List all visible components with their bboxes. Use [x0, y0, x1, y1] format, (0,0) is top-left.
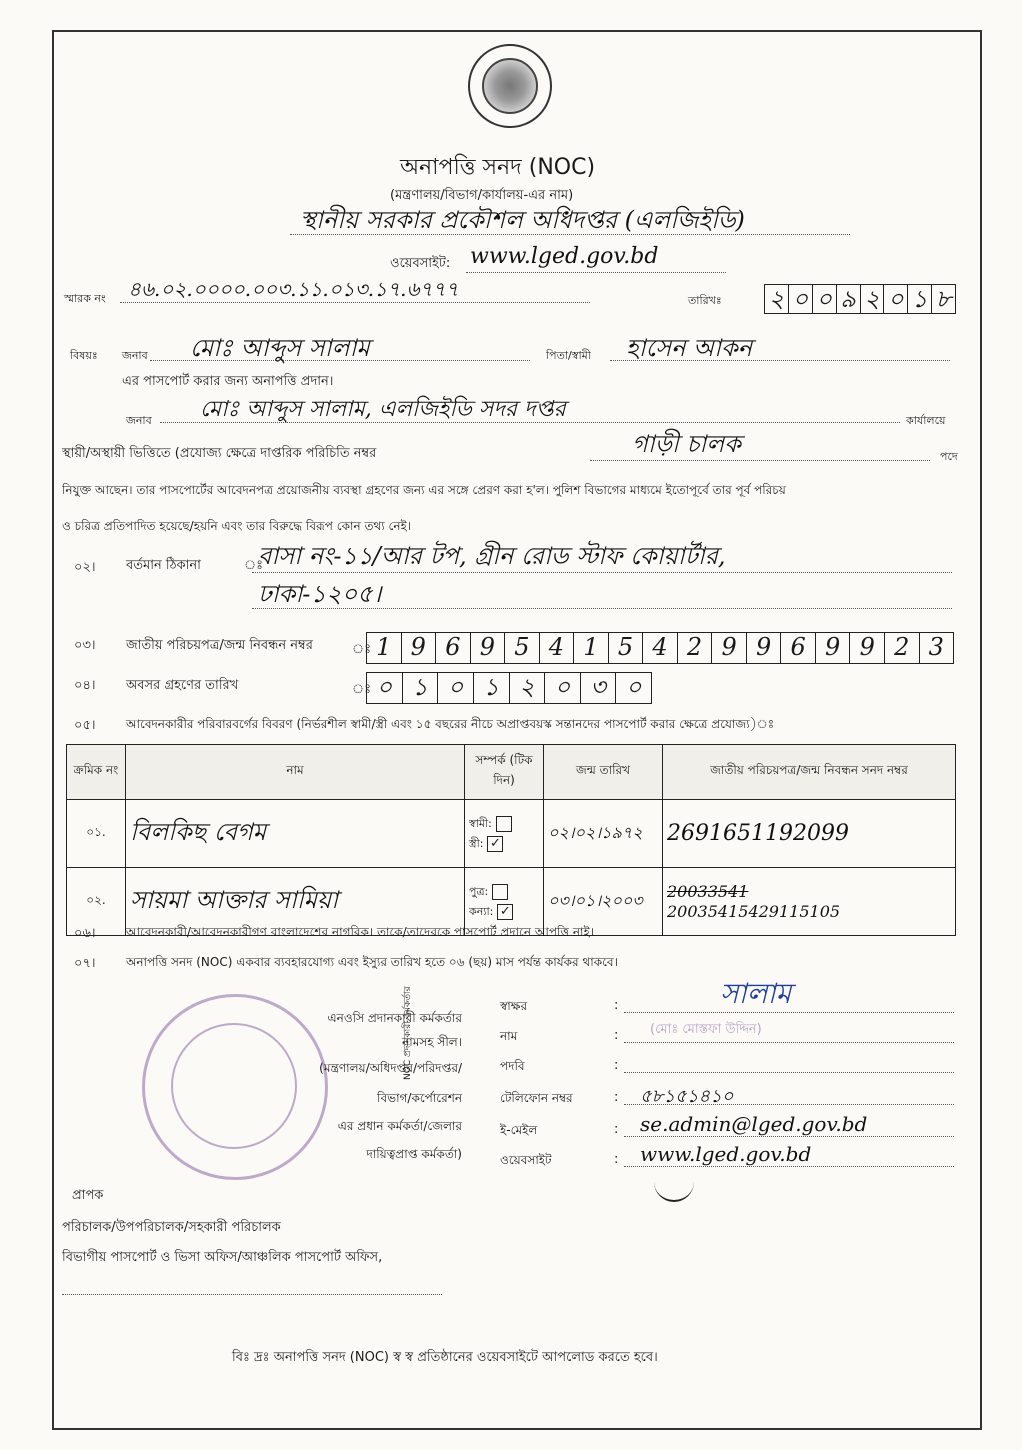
digit-cell: ২ — [861, 285, 885, 313]
digit-cell: ২ — [765, 285, 789, 313]
row-id-struck: 20033541 — [667, 881, 749, 901]
row-name: সায়মা আক্তার সামিয়া — [126, 868, 465, 936]
email-value: se.admin@lged.gov.bd — [640, 1112, 868, 1136]
digit-cell: ৩ — [581, 673, 617, 703]
item-number-05: ০৫। — [74, 718, 96, 733]
row-id: 20035415429115105 — [667, 901, 841, 921]
family-label: আবেদনকারীর পরিবারবর্গের বিবরণ (নির্ভরশীল স্বামী/স্ত্রী এবং ১৫ বছরের নীচে অপ্রাপ্তবয়স্ক সন্তানদের পাসপোর্ট করার ক্ষেত্রে প্রযোজ্য)ঃ — [126, 717, 775, 731]
digit-cell: 4 — [643, 633, 678, 663]
noc-document: অনাপত্তি সনদ (NOC) (মন্ত্রণালয়/বিভাগ/কার্যালয়-এর নাম) স্থানীয় সরকার প্রকৌশল অধিদপ্তর (এলজিইডি) ওয়েবসাইট: www.lged.gov.bd স্মারক নং ৪৬.০২.০০০০.০০৩.১১.০১৩.১৭.৬৭৭৭ তারিখঃ ২ ০ ০ ৯ ২ ০ ১ ৮ বিষয়ঃ জনাব মোঃ আব্দুস সালাম পিতা/স্বামী হাসেন আকন এর পাসপোর্ট করার জন্য অনাপত্তি প্রদান। জনাব মোঃ আব্দুস সালাম, এলজিইডি সদর দপ্তর কার্যালয়ে স্থায়ী/অস্থায়ী ভিত্তিতে (প্রযোজ্য ক্ষেত্রে দাপ্তরিক পরিচিতি নম্বর গাড়ী চালক পদে নিযুক্ত আছেন। তার পাসপোর্টের আবেদনপত্র প্রয়োজনীয় ব্যবস্থা গ্রহণের জন্য এর সঙ্গে প্রেরণ করা হ'ল। পুলিশ বিভাগের মাধ্যমে ইতোপূর্বে তার পূর্ব পরিচয় ও চরিত্র প্রতিপাদিত হয়েছে/হয়নি এবং তার বিরুদ্ধে বিরূপ কোন তথ্য নেই। ০২। বর্তমান ঠিকানা ঃ বাসা নং-১১/আর টপ, গ্রীন রোড স্টাফ কোয়ার্টার, ঢাকা-১২০৫। ০৩। জাতীয় পরিচয়পত্র/জন্ম নিবন্ধন নম্বর ঃ 1 9 6 9 5 4 1 5 4 2 9 9 6 9 9 2 3 ০৪। অবসর গ্রহণের তারিখ ঃ ০ ১ ০ ১ ২ ০ ৩ ০ ০৫। আবেদনকারীর পরিবারবর্গের বিবরণ (নির্ভরশীল স্বামী/স্ত্রী এবং ১৫ বছরের নীচে অপ্রাপ্তবয়স্ক সন্তানদের পাসপোর্ট করার ক্ষেত্রে প্রযোজ্য)ঃ ক্রমিক নং নাম সম্পর্ক (টিক দিন) জন্ম তারিখ জাতীয় পরিচয়পত্র/জন্ম নিবন্ধন সনদ নম্বর ০১. বিলকিছ বেগম স্বামী: স্ত্রী: ✓ ০২।০২।১৯৭২ 2691651192099 ০২. সায়মা আক্তার সামিয়া পুত্র: কন্যা: ✓ ০৩।০১।২০০৩ 20033541 20035415429115105 ০৬। আবেদনকারী/আবেদনকারীগণ বাংলাদেশের নাগরিক। তাকে/তাদেরকে পাসপোর্ট প্রদানে আপত্তি নাই। ০৭। অনাপত্তি সনদ (NOC) একবার ব্যবহারযোগ্য এবং ইস্যুর তারিখ হতে ০৬ (ছয়) মাস পর্যন্ত কার্যকর থাকবে। এনওসি প্রদানকারী কর্মকর্তার নামসহ সীল। (মন্ত্রণালয়/অধিদপ্তর/পরিদপ্তর/ বিভাগ/কর্পোরেশন এর প্রধান কর্মকর্তা/জেলার দায়িত্বপ্রাপ্ত কর্মকর্তা) NOC প্রদানকারী কর্মকর্তার স্বাক্ষর নাম পদবি টেলিফোন নম্বর ই-মেইল ওয়েবসাইট : : : : : : সালাম (মোঃ মোস্তফা উদ্দিন) ৫৮১৫১৪১০ se.admin@lged.gov.bd www.lged.gov.bd প্রাপক পরিচালক/উপপরিচালক/সহকারী পরিচালক বিভাগীয় পাসপোর্ট ও ভিসা অফিস/আঞ্চলিক পাসপোর্ট অফিস, বিঃ দ্রঃ অনাপত্তি সনদ (NOC) স্ব স্ব প্রতিষ্ঠানের ওয়েবসাইটে আপলোড করতে হবে। — [0, 0, 1022, 1450]
digit-cell: ৯ — [837, 285, 861, 313]
row-dob: ০৩।০১।২০০৩ — [544, 868, 663, 936]
applicant-name: মোঃ আব্দুস সালাম — [190, 334, 370, 362]
row-id-cell — [663, 868, 956, 936]
digit-cell: 9 — [402, 633, 437, 663]
digit-cell: 3 — [928, 633, 944, 661]
address-label: বর্তমান ঠিকানা — [126, 558, 201, 573]
digit-cell: 6 — [781, 633, 816, 663]
right-border — [980, 30, 982, 1430]
recipient-line-2: বিভাগীয় পাসপোর্ট ও ভিসা অফিস/আঞ্চলিক পাসপোর্ট অফিস, — [62, 1250, 383, 1265]
father-name: হাসেন আকন — [626, 334, 753, 362]
digit-cell: ০ — [789, 285, 813, 313]
website-signing-value: www.lged.gov.bd — [640, 1142, 812, 1166]
relation-checkbox[interactable] — [492, 884, 508, 900]
row-serial: ০২. — [67, 868, 126, 936]
digit-cell: 9 — [471, 633, 506, 663]
document-subtitle: (মন্ত্রণালয়/বিভাগ/কার্যালয়-এর নাম) — [390, 188, 574, 203]
relation-checkbox[interactable]: ✓ — [497, 904, 513, 920]
permanent-label: স্থায়ী/অস্থায়ী ভিত্তিতে (প্রযোজ্য ক্ষেত্রে দাপ্তরিক পরিচিতি নম্বর — [62, 446, 377, 461]
body-paragraph-2: ও চরিত্র প্রতিপাদিত হয়েছে/হয়নি এবং তার বিরুদ্ধে বিরূপ কোন তথ্য নেই। — [62, 519, 412, 533]
subject-label: বিষয়ঃ — [70, 349, 98, 362]
digit-cell: 2 — [678, 633, 713, 663]
bottom-border — [52, 1428, 982, 1430]
th-id: জাতীয় পরিচয়পত্র/জন্ম নিবন্ধন সনদ নম্বর — [663, 745, 956, 800]
post-name: গাড়ী চালক — [632, 430, 741, 458]
ref-label: স্মারক নং — [64, 292, 106, 305]
digit-cell: 9 — [850, 633, 885, 663]
row-relation: পুত্র: কন্যা: ✓ — [465, 868, 544, 936]
item-number-02: ০২। — [74, 560, 96, 575]
address-line-1: বাসা নং-১১/আর টপ, গ্রীন রোড স্টাফ কোয়ার্টার, — [258, 542, 726, 570]
subject-line2: এর পাসপোর্ট করার জন্য অনাপত্তি প্রদান। — [122, 374, 334, 389]
relation-checkbox[interactable] — [496, 816, 512, 832]
retire-label: অবসর গ্রহণের তারিখ — [126, 678, 239, 693]
initials-mark-icon — [654, 1172, 694, 1202]
row-relation: স্বামী: স্ত্রী: ✓ — [465, 800, 544, 868]
recipient-label: প্রাপক — [72, 1188, 104, 1203]
digit-cell: ৮ — [935, 285, 952, 313]
website-label: ওয়েবসাইট: — [390, 256, 451, 271]
relation-checkbox[interactable]: ✓ — [487, 836, 503, 852]
office-name: স্থানীয় সরকার প্রকৌশল অধিদপ্তর (এলজিইডি) — [300, 206, 745, 234]
office-stamp-icon — [142, 994, 328, 1180]
digit-cell: ০ — [625, 673, 642, 701]
date-boxes — [764, 284, 956, 314]
th-name: নাম — [126, 745, 465, 800]
row-name: বিলকিছ বেগম — [126, 800, 465, 868]
digit-cell: 1 — [367, 633, 402, 663]
post-suffix: পদে — [940, 450, 958, 463]
th-dob: জন্ম তারিখ — [544, 745, 663, 800]
document-title: অনাপত্তি সনদ (NOC) — [400, 155, 596, 180]
subject-janab-label: জনাব — [122, 349, 148, 362]
th-serial: ক্রমিক নং — [67, 745, 126, 800]
th-relation: সম্পর্ক (টিক দিন) — [465, 745, 544, 800]
digit-cell: ০ — [367, 673, 403, 703]
stamp-officer-name: (মোঃ মোস্তফা উদ্দিন) — [650, 1022, 762, 1037]
digit-cell: ০ — [545, 673, 581, 703]
family-table — [66, 744, 956, 936]
digit-cell: ২ — [510, 673, 546, 703]
father-label: পিতা/স্বামী — [546, 349, 591, 362]
row-id: 2691651192099 — [663, 800, 956, 868]
digit-cell: 1 — [574, 633, 609, 663]
digit-cell: 9 — [712, 633, 747, 663]
digit-cell: ১ — [403, 673, 439, 703]
digit-cell: 9 — [816, 633, 851, 663]
digit-cell: 2 — [885, 633, 920, 663]
top-border — [52, 30, 982, 32]
digit-cell: 5 — [609, 633, 644, 663]
digit-cell: ০ — [813, 285, 837, 313]
recipient-line-1: পরিচালক/উপপরিচালক/সহকারী পরিচালক — [62, 1220, 281, 1235]
note-7: অনাপত্তি সনদ (NOC) একবার ব্যবহারযোগ্য এবং ইস্যুর তারিখ হতে ০৬ (ছয়) মাস পর্যন্ত কার্যকর থাকবে। — [126, 955, 618, 969]
digit-cell: ০ — [884, 285, 908, 313]
officer-signature: সালাম — [720, 977, 792, 1010]
name-office: মোঃ আব্দুস সালাম, এলজিইডি সদর দপ্তর — [200, 397, 566, 422]
digit-cell: 9 — [747, 633, 782, 663]
note-6: আবেদনকারী/আবেদনকারীগণ বাংলাদেশের নাগরিক। তাকে/তাদেরকে পাসপোর্ট প্রদানে আপত্তি নাই। — [126, 925, 595, 939]
address-line-2: ঢাকা-১২০৫। — [258, 580, 382, 608]
digit-cell: 5 — [505, 633, 540, 663]
ref-number: ৪৬.০২.০০০০.০০৩.১১.০১৩.১৭.৬৭৭৭ — [128, 277, 459, 301]
row-serial: ০১. — [67, 800, 126, 868]
row-dob: ০২।০২।১৯৭২ — [544, 800, 663, 868]
nid-label: জাতীয় পরিচয়পত্র/জন্ম নিবন্ধন নম্বর — [126, 638, 313, 653]
retire-date-boxes — [366, 672, 652, 704]
government-seal-icon — [468, 44, 552, 128]
website-value: www.lged.gov.bd — [470, 244, 659, 269]
nid-boxes — [366, 632, 954, 664]
office-suffix: কার্যালয়ে — [906, 414, 946, 427]
item-number-04: ০৪। — [74, 678, 96, 693]
digit-cell: ০ — [438, 673, 474, 703]
date-label: তারিখঃ — [688, 294, 722, 307]
digit-cell: ১ — [474, 673, 510, 703]
body-janab-label: জনাব — [126, 414, 152, 427]
digit-cell: ১ — [908, 285, 932, 313]
item-number-07: ০৭। — [74, 956, 96, 971]
phone-value: ৫৮১৫১৪১০ — [640, 1086, 734, 1107]
digit-cell: 6 — [436, 633, 471, 663]
left-border — [52, 30, 54, 1430]
item-number-06: ০৬। — [74, 926, 96, 941]
footer-note: বিঃ দ্রঃ অনাপত্তি সনদ (NOC) স্ব স্ব প্রতিষ্ঠানের ওয়েবসাইটে আপলোড করতে হবে। — [232, 1350, 658, 1365]
body-paragraph-1: নিযুক্ত আছেন। তার পাসপোর্টের আবেদনপত্র প্রয়োজনীয় ব্যবস্থা গ্রহণের জন্য এর সঙ্গে প্রেরণ করা হ'ল। পুলিশ বিভাগের মাধ্যমে ইতোপূর্বে তার পূর্ব পরিচয় — [62, 483, 786, 497]
item-number-03: ০৩। — [74, 638, 96, 653]
digit-cell: 4 — [540, 633, 575, 663]
noc-vertical-label: NOC প্রদানকারী কর্মকর্তার — [403, 986, 413, 1080]
table-row — [67, 800, 956, 868]
